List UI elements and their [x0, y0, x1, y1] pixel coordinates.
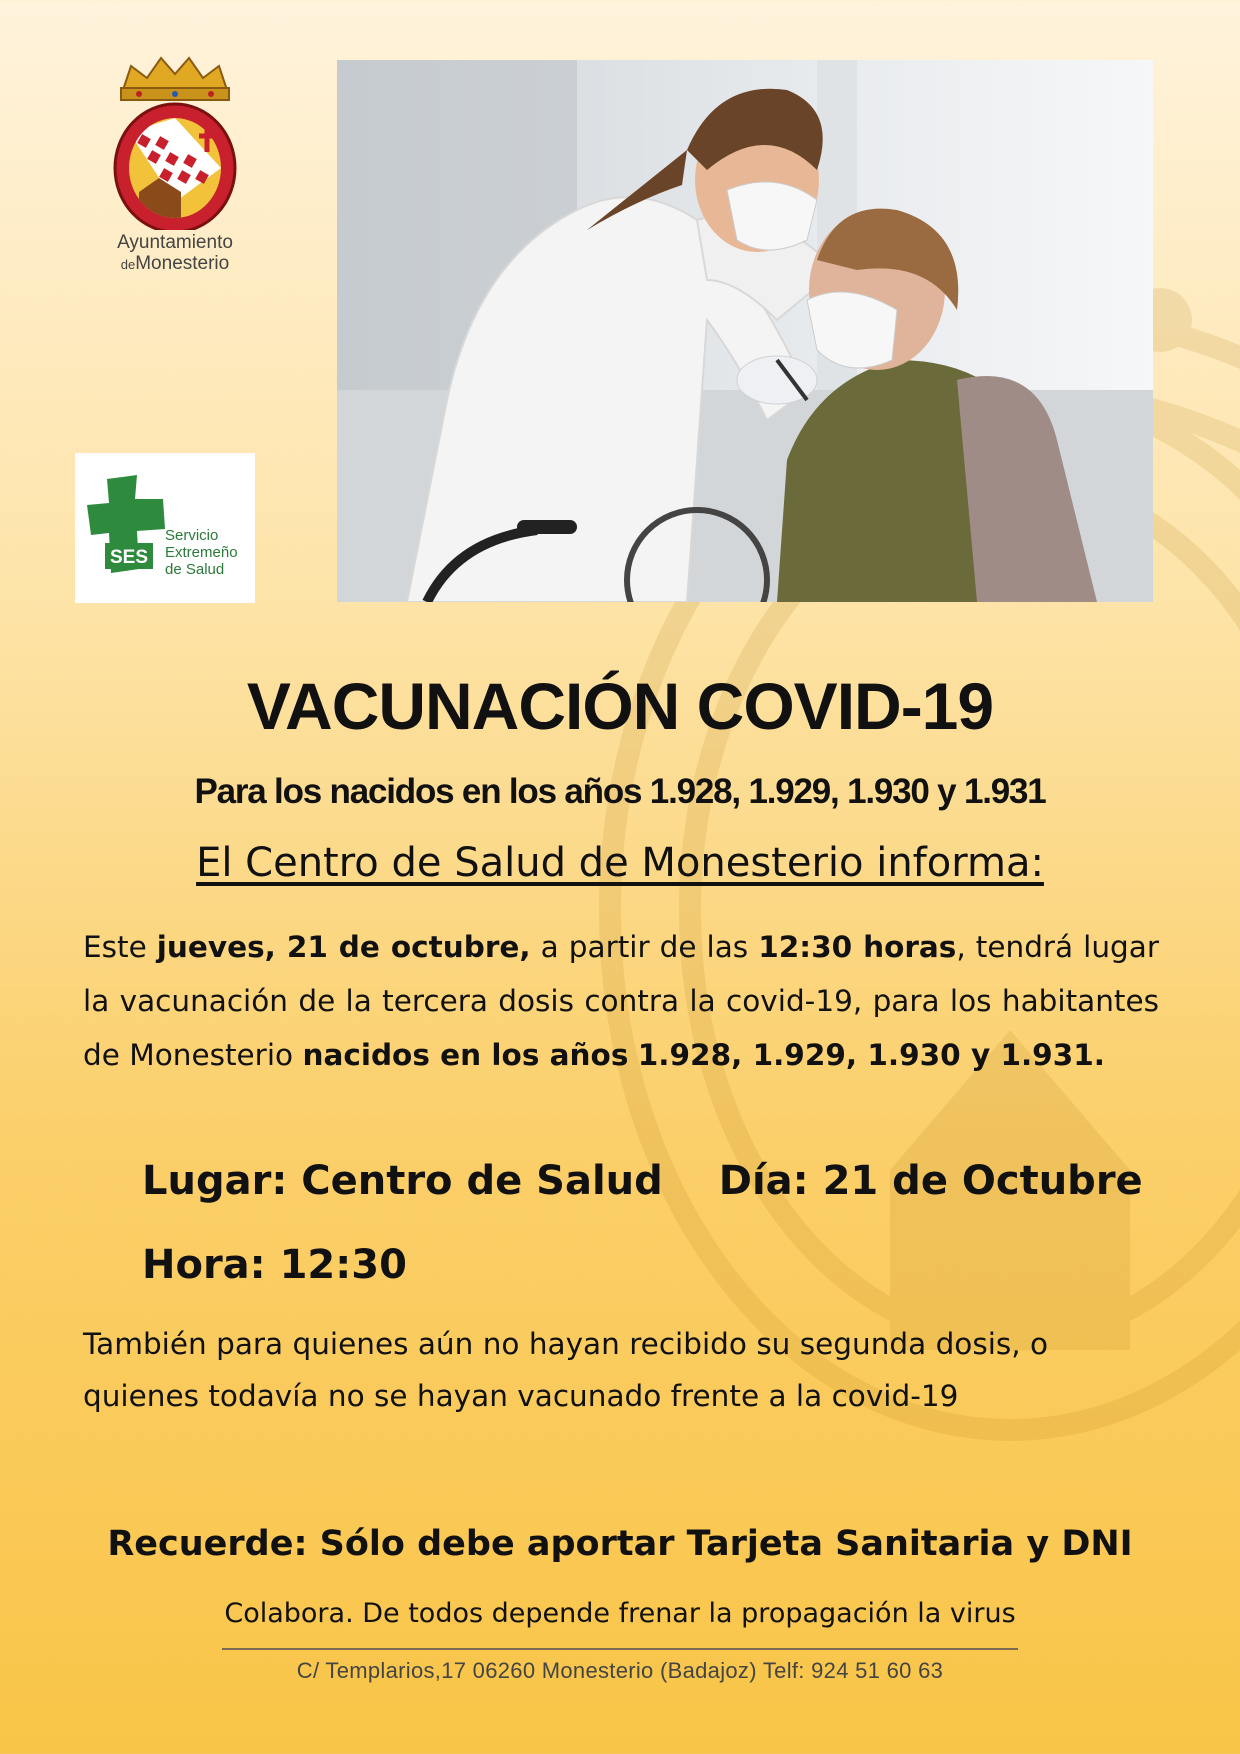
ses-cross-icon [85, 469, 175, 589]
ses-abbr: SES [109, 547, 149, 568]
footer-divider [222, 1648, 1018, 1650]
ses-line3: de Salud [165, 561, 225, 578]
ses-logo [75, 453, 255, 603]
also-for-paragraph: También para quienes aún no hayan recibido su segunda dosis, o quienes todavía no se hayan vacunado frente a la covid-19 [83, 1327, 1049, 1413]
body-text-4 [628, 1038, 637, 1072]
body-date: jueves, 21 de octubre, [156, 930, 531, 964]
body-text-2: a partir de las [530, 930, 759, 964]
announcement-paragraph [83, 920, 1159, 1082]
coat-of-arms-icon [109, 52, 241, 230]
body-text-1: Este [83, 930, 157, 964]
ses-line1: Servicio [165, 527, 219, 544]
footer-address: C/ Templarios,17 06260 Monesterio (Badajoz) Telf: 924 51 60 63 [296, 1658, 944, 1683]
subtitle-birth-years: Para los nacidos en los años 1.928, 1.929, 1.930 y 1.931 [194, 772, 1046, 811]
time-label: Hora: 12:30 [142, 1242, 407, 1288]
informa-heading: El Centro de Salud de Monesterio informa: [196, 840, 1044, 886]
ayuntamiento-prefix: de [120, 257, 136, 272]
ayuntamiento-line2: Monesterio [135, 253, 230, 274]
body-born-label: nacidos en los años [302, 1038, 629, 1072]
location-day-line [142, 1158, 1143, 1204]
ayuntamiento-line1: Ayuntamiento [117, 232, 233, 253]
body-text-3: , tendrá lugar la vacunación de la tercera dosis contra la covid-19, para los habitantes de Monesterio [83, 930, 1159, 1072]
ses-line2: Extremeño [165, 544, 238, 561]
collaborate-text: Colabora. De todos depende frenar la propagación la virus [224, 1598, 1016, 1629]
reminder-text: Recuerde: Sólo debe aportar Tarjeta Sanitaria y DNI [107, 1524, 1133, 1564]
ayuntamiento-logo [100, 52, 250, 275]
location-label: Lugar: Centro de Salud [142, 1158, 663, 1204]
day-label: Día: 21 de Octubre [718, 1158, 1143, 1204]
body-years: 1.928, 1.929, 1.930 y 1.931. [637, 1038, 1105, 1072]
body-time: 12:30 horas [758, 930, 957, 964]
vaccination-photo [337, 60, 1153, 602]
page-title: VACUNACIÓN COVID-19 [246, 669, 994, 743]
